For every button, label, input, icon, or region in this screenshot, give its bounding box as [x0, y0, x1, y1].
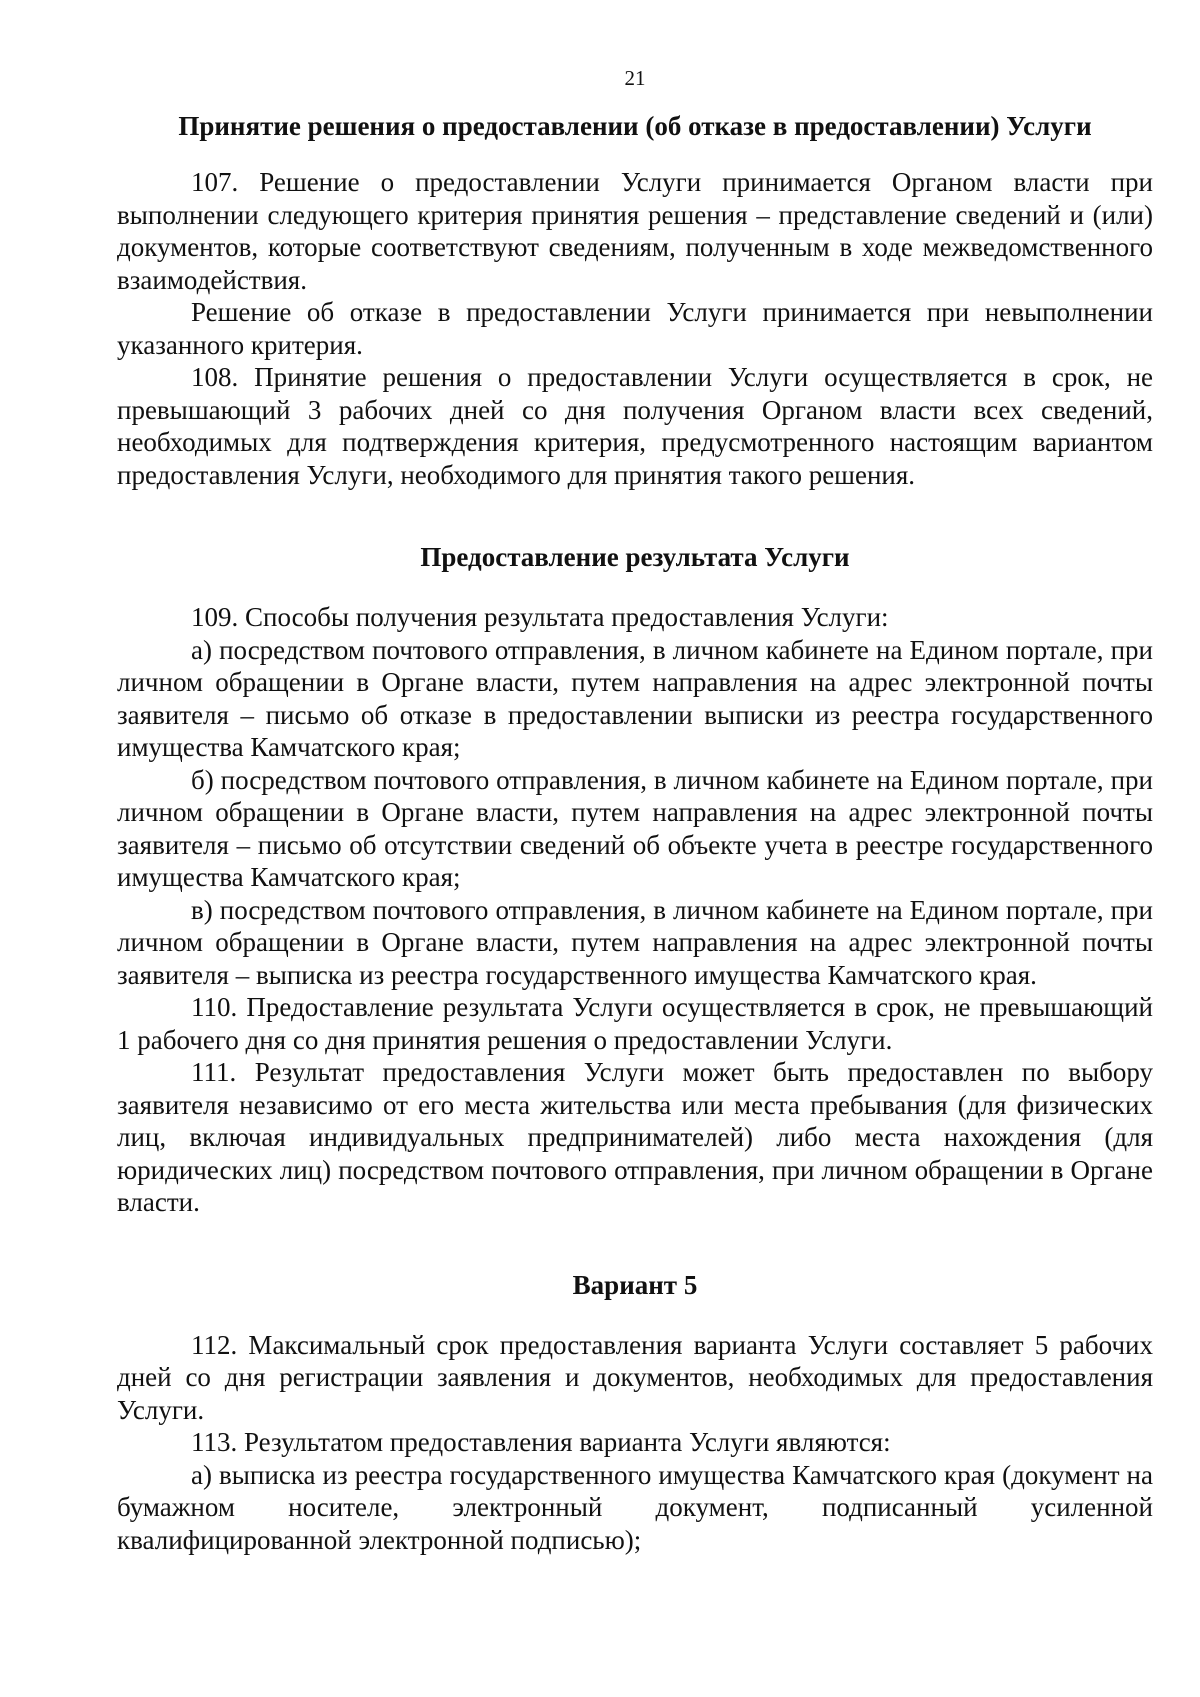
- paragraph-110: 110. Предоставление результата Услуги осуществляется в срок, не превышающий 1 рабочего дня со дня принятия решения о предоставлении Услуги.: [117, 992, 1153, 1055]
- paragraph-112: 112. Максимальный срок предоставления варианта Услуги составляет 5 рабочих дней со дня регистрации заявления и документов, необходимых для предоставления Услуги.: [117, 1329, 1153, 1425]
- page-number: 21: [624, 66, 646, 90]
- paragraph-113: 113. Результатом предоставления варианта Услуги являются:: [191, 1427, 891, 1457]
- paragraph-109: 109. Способы получения результата предоставления Услуги:: [191, 602, 889, 632]
- section-body-result: [117, 601, 1153, 1219]
- paragraph-111: 111. Результат предоставления Услуги может быть предоставлен по выбору заявителя независимо от его места жительства или места пребывания (для физических лиц, включая индивидуальных предпринимателей) либо места нахождения (для юридических лиц) посредством почтового отправления, при личном обращении в Органе власти.: [117, 1057, 1153, 1217]
- paragraph-refusal: Решение об отказе в предоставлении Услуги принимается при невыполнении указанного критерия.: [117, 297, 1153, 360]
- paragraph-109-b: б) посредством почтового отправления, в личном кабинете на Едином портале, при личном обращении в Органе власти, путем направления на адрес электронной почты заявителя – письмо об отсутствии сведений об объекте учета в реестре государственного имущества Камчатского края;: [117, 764, 1153, 892]
- section-heading-result: Предоставление результата Услуги: [420, 542, 850, 572]
- paragraph-109-a: а) посредством почтового отправления, в личном кабинете на Едином портале, при личном обращении в Органе власти, путем направления на адрес электронной почты заявителя – письмо об отказе в предоставлении выписки из реестра государственного имущества Камчатского края;: [117, 634, 1153, 762]
- section-heading-decision: Принятие решения о предоставлении (об отказе в предоставлении) Услуги: [178, 111, 1092, 141]
- paragraph-113-a: а) выписка из реестра государственного имущества Камчатского края (документ на бумажном носителе, электронный документ, подписанный усиленной квалифицированной электронной подписью);: [117, 1459, 1153, 1555]
- section-heading-variant-5: Вариант 5: [572, 1269, 698, 1300]
- section-body-decision: [117, 166, 1153, 491]
- document-page: [117, 64, 1153, 1556]
- paragraph-108: 108. Принятие решения о предоставлении Услуги осуществляется в срок, не превышающий 3 рабочих дней со дня получения Органом власти всех сведений, необходимых для подтверждения критерия, предусмотренного настоящим вариантом предоставления Услуги, необходимого для принятия такого решения.: [117, 362, 1153, 490]
- paragraph-107: 107. Решение о предоставлении Услуги принимается Органом власти при выполнении следующего критерия принятия решения – представление сведений и (или) документов, которые соответствуют сведениям, полученным в ходе межведомственного взаимодействия.: [117, 167, 1153, 295]
- section-body-variant-5: [117, 1329, 1153, 1557]
- paragraph-109-v: в) посредством почтового отправления, в личном кабинете на Едином портале, при личном обращении в Органе власти, путем направления на адрес электронной почты заявителя – выписка из реестра государственного имущества Камчатского края.: [117, 894, 1153, 990]
